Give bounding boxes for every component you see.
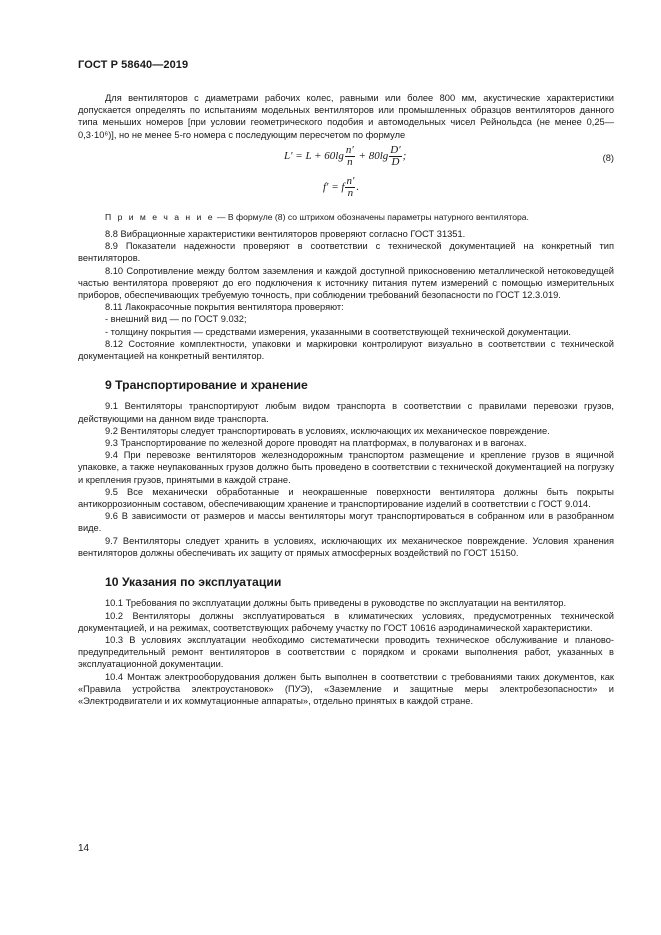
note-label: П р и м е ч а н и е [105, 211, 215, 222]
item-8-9: 8.9 Показатели надежности проверяют в соответствии с технической документацией на конкретный тип вентиляторов. [78, 241, 614, 264]
formula2-end: . [356, 180, 360, 193]
item-10-2: 10.2 Вентиляторы должны эксплуатироваться в климатических условиях, предусмотренных технической документацией, и на режимах, соответствующих рабочему участку по ГОСТ 10616 аэродинамической характеристики. [78, 610, 614, 633]
item-10-4: 10.4 Монтаж электрооборудования должен быть выполнен в соответствии с требованиями таких документов, как «Правила устройства электроустановок» (ПУЭ), «Заземление и защитные меры электробезопасности» и «Электродвигатели и их коммутационные аппараты», отдельно принятых в каждой стране. [78, 671, 614, 706]
formula-frac-n: $\frac{n'}{n}$ [345, 143, 354, 168]
intro-paragraph: Для вентиляторов с диаметрами рабочих колес, равными или более 800 мм, акустические характеристики допускается определять по испытаниям модельных вентиляторов или промышленных образцов вентиляторов данного типа меньших номеров [при условии геометрического подобия и автомодельных чисел Рейнольдса (не менее 0,25—0,3·10⁶)], но не менее 5-го номера с последующим пересчетом по формуле [78, 93, 614, 140]
document-header: ГОСТ Р 58640—2019 [78, 59, 189, 71]
item-9-3: 9.3 Транспортирование по железной дороге проводят на платформах, в полувагонах и в вагонах. [105, 438, 527, 449]
item-9-7: 9.7 Вентиляторы следует хранить в условиях, исключающих их механическое повреждение. Условия хранения вентиляторов должны обеспечивать их защиту от прямых атмосферных воздействий по ГОСТ 15150. [78, 535, 614, 558]
item-8-12: 8.12 Состояние комплектности, упаковки и маркировки контролируют визуально в соответствии с технической документацией на конкретный вентилятор. [78, 338, 614, 362]
formula2-lhs: f′ = f [323, 180, 345, 193]
item-9-5: 9.5 Все механически обработанные и неокрашенные поверхности вентилятора должны быть покрыты антикоррозионным составом, обеспечивающим хранение и транспортирование изделий в соответствии с ГОСТ 9.014. [78, 486, 614, 510]
item-9-1: 9.1 Вентиляторы транспортируют любым видом транспорта в соответствии с правилами перевозки грузов, действующими на данном виде транспорта. [78, 401, 614, 424]
formula-end: ; [402, 149, 407, 162]
item-9-4: 9.4 При перевозке вентиляторов железнодорожным транспортом размещение и крепление грузов в ящичной упаковке, а также неупакованных грузов должно быть проведено в соответствии с технической документацией на погрузку и крепления грузов, принятыми в каждой стране. [78, 450, 614, 485]
item-8-11-b: - толщину покрытия — средствами измерения, указанными в соответствующей технической документации. [105, 326, 571, 337]
formula-mid: + 80lg [358, 149, 389, 162]
item-10-3: 10.3 В условиях эксплуатации необходимо систематически проводить техническое обслуживание и планово-предупредительный ремонт вентиляторов в соответствии с порядком и сроками выполнения работ, указанных в эксплуатационной документации. [78, 634, 614, 670]
formula2-frac: $\frac{n'}{n}$ [346, 174, 355, 199]
note [78, 211, 614, 223]
formula-8 [78, 141, 614, 175]
item-10-1: 10.1 Требования по эксплуатации должны быть приведены в руководстве по эксплуатации на вентилятор. [105, 598, 567, 609]
equation-number: (8) [602, 152, 614, 163]
item-9-2: 9.2 Вентиляторы следует транспортировать в условиях, исключающих их механическое повреждение. [105, 425, 550, 436]
item-8-8: 8.8 Вибрационные характеристики вентиляторов проверяют согласно ГОСТ 31351. [105, 229, 466, 240]
formula-lhs: L′ = L + 60lg [284, 149, 344, 162]
item-8-11-a: - внешний вид — по ГОСТ 9.032; [105, 314, 247, 325]
section-10-heading: 10 Указания по эксплуатации [105, 575, 282, 590]
formula-frequency [78, 175, 614, 205]
item-8-11: 8.11 Лакокрасочные покрытия вентилятора проверяют: [105, 302, 344, 313]
formula-frac-d: $\frac{D'}{D}$ [390, 143, 401, 168]
note-text: — В формуле (8) со штрихом обозначены параметры натурного вентилятора. [214, 211, 529, 222]
item-8-10: 8.10 Сопротивление между болтом заземления и каждой доступной прикосновению металлической нетоковедущей частью вентилятора проверяют до его подключения к источнику питания путем измерений с помощью измерительных приборов, обеспечивающих требуемую точность, при соблюдении требований безопасности по ГОСТ 12.3.019. [78, 265, 614, 301]
page-number: 14 [78, 843, 90, 854]
section-9-heading: 9 Транспортирование и хранение [105, 378, 308, 393]
document-body [78, 92, 614, 707]
item-9-6: 9.6 В зависимости от размеров и массы вентиляторы могут транспортироваться в собранном или в разобранном виде. [78, 511, 614, 534]
